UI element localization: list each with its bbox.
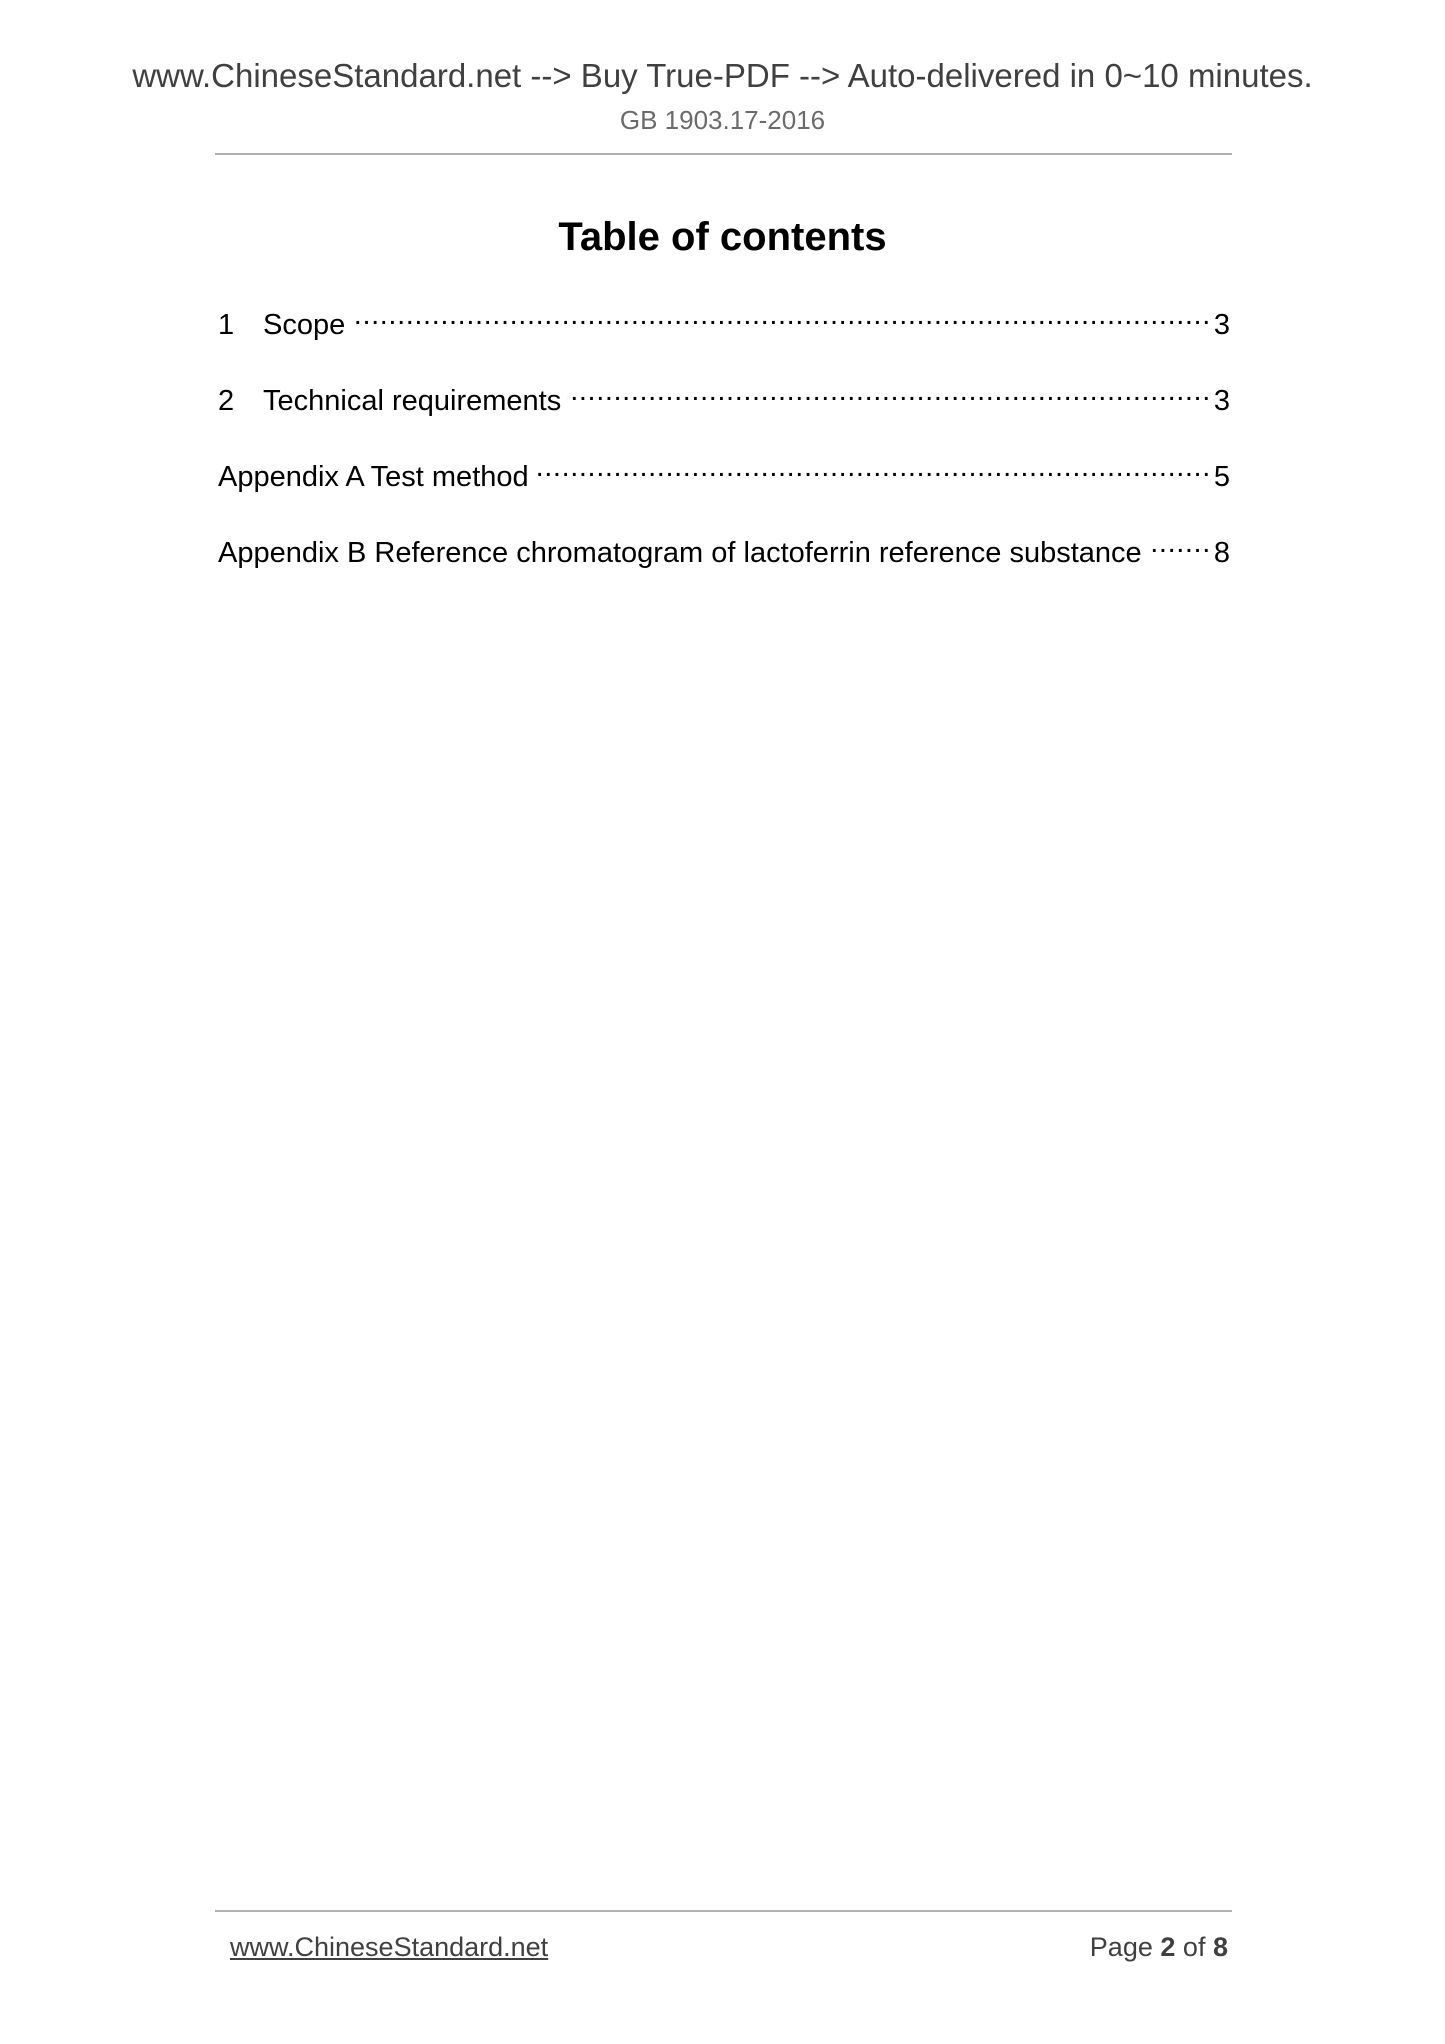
toc-entry-page: 3 — [1213, 309, 1230, 341]
toc-entry-page: 5 — [1213, 461, 1230, 493]
header-banner: www.ChineseStandard.net --> Buy True-PDF --> Auto-delivered in 0~10 minutes. — [132, 57, 1313, 94]
toc-entry-number: 1 — [218, 309, 235, 341]
toc-dot-leader — [351, 296, 1211, 334]
toc-entry-number: 2 — [218, 385, 235, 417]
footer-site-link[interactable]: www.ChineseStandard.net — [230, 1932, 549, 1962]
footer-divider — [215, 1910, 1232, 1912]
toc-entry-label: Scope — [263, 309, 346, 341]
header-divider — [215, 153, 1232, 155]
total-pages: 8 — [1212, 1932, 1228, 1962]
toc-entry-appendix-a[interactable] — [218, 448, 1230, 493]
toc-dot-leader — [535, 448, 1211, 486]
toc-entry-label: Appendix A Test method — [218, 461, 529, 493]
toc-entry-scope[interactable] — [218, 296, 1230, 341]
document-id: GB 1903.17-2016 — [619, 105, 826, 135]
page-separator: of — [1182, 1932, 1206, 1962]
toc-entry-label: Technical requirements — [263, 385, 562, 417]
toc-entry-appendix-b[interactable] — [218, 524, 1230, 569]
toc-entry-label: Appendix B Reference chromatogram of lactoferrin reference substance — [218, 537, 1142, 569]
toc-title: Table of contents — [558, 215, 887, 259]
current-page: 2 — [1160, 1932, 1176, 1962]
toc-entry-page: 8 — [1213, 537, 1230, 569]
toc-dot-leader — [567, 372, 1211, 410]
toc-entry-technical-requirements[interactable] — [218, 372, 1230, 417]
page-prefix: Page — [1089, 1932, 1153, 1962]
toc-dot-leader — [1148, 524, 1211, 562]
page-number — [1090, 1930, 1228, 1964]
toc-entry-page: 3 — [1213, 385, 1230, 417]
